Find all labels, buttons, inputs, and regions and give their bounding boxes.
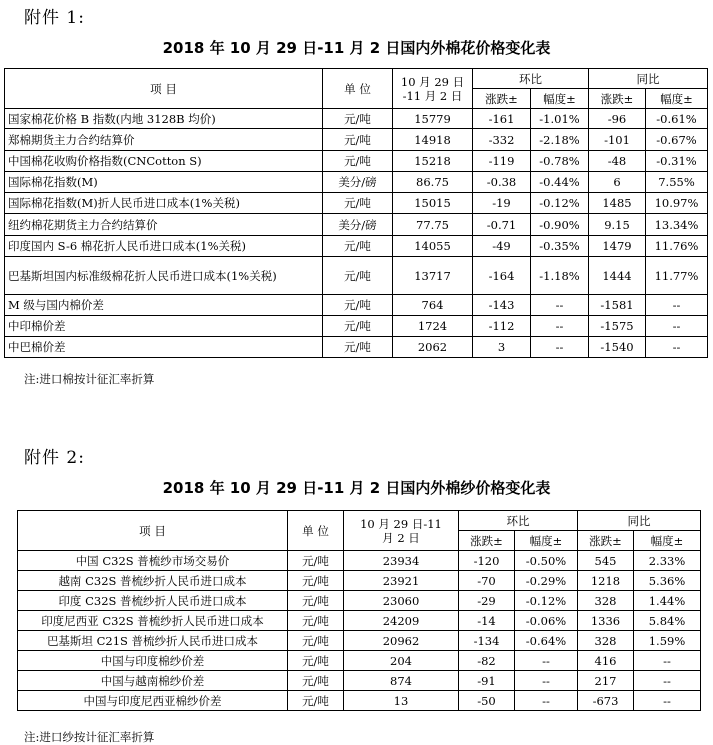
- cell-price: 15218: [393, 151, 473, 172]
- cell-price: 13717: [393, 257, 473, 295]
- cell-yoy-rate: 11.76%: [646, 236, 708, 257]
- table-row: [5, 257, 708, 295]
- cell-yoy-change: 328: [578, 631, 634, 651]
- cell-unit: 元/吨: [323, 337, 393, 358]
- cell-mom-rate: -0.29%: [515, 571, 578, 591]
- table-row: [18, 631, 701, 651]
- cell-yoy-rate: 2.33%: [634, 551, 701, 571]
- table-row: [5, 295, 708, 316]
- cell-price: 14918: [393, 129, 473, 151]
- cell-yoy-change: 217: [578, 671, 634, 691]
- cell-mom-rate: -0.35%: [531, 236, 589, 257]
- cell-item: 中国棉花收购价格指数(CNCotton S): [5, 151, 323, 172]
- cell-mom-change: -0.71: [473, 214, 531, 236]
- cell-yoy-change: 545: [578, 551, 634, 571]
- table-row: [18, 651, 701, 671]
- cell-price: 15779: [393, 109, 473, 129]
- cell-yoy-rate: 5.84%: [634, 611, 701, 631]
- cell-yoy-rate: 1.59%: [634, 631, 701, 651]
- attachment-1-label: 附件 1:: [24, 8, 85, 28]
- cell-price: 13: [344, 691, 459, 711]
- cell-unit: 元/吨: [288, 571, 344, 591]
- cell-yoy-rate: 13.34%: [646, 214, 708, 236]
- cell-yoy-rate: --: [646, 316, 708, 337]
- yarn-price-table: [17, 510, 701, 711]
- cell-yoy-change: 1444: [589, 257, 646, 295]
- cell-mom-rate: --: [531, 316, 589, 337]
- cell-price: 2062: [393, 337, 473, 358]
- cell-yoy-rate: -0.61%: [646, 109, 708, 129]
- cell-yoy-change: 1336: [578, 611, 634, 631]
- attachment-2-label: 附件 2:: [24, 448, 85, 468]
- cell-unit: 美分/磅: [323, 172, 393, 193]
- cell-mom-rate: -0.12%: [531, 193, 589, 214]
- cotton-table-title: 2018 年 10 月 29 日-11 月 2 日国内外棉花价格变化表: [162, 39, 551, 57]
- cell-mom-rate: -0.78%: [531, 151, 589, 172]
- table-row: [18, 551, 701, 571]
- cell-mom-change: -112: [473, 316, 531, 337]
- cell-yoy-change: 6: [589, 172, 646, 193]
- cell-yoy-change: -673: [578, 691, 634, 711]
- header-mom-change: 涨跌±: [473, 89, 531, 109]
- cell-item: 中国与越南棉纱价差: [18, 671, 288, 691]
- cell-item: 国际棉花指数(M)折人民币进口成本(1%关税): [5, 193, 323, 214]
- cell-mom-change: -50: [459, 691, 515, 711]
- cell-yoy-change: -1575: [589, 316, 646, 337]
- cell-yoy-change: 1485: [589, 193, 646, 214]
- cell-unit: 元/吨: [288, 651, 344, 671]
- cotton-price-table: [4, 68, 708, 358]
- cell-mom-change: -161: [473, 109, 531, 129]
- cell-yoy-rate: 7.55%: [646, 172, 708, 193]
- cell-item: 中国与印度棉纱价差: [18, 651, 288, 671]
- cell-unit: 元/吨: [288, 591, 344, 611]
- yarn-table-note: 注:进口纱按计征汇率折算: [24, 730, 155, 744]
- cell-yoy-change: 1218: [578, 571, 634, 591]
- table-row: [18, 671, 701, 691]
- table-row: [5, 316, 708, 337]
- cell-item: 巴基斯坦 C21S 普梳纱折人民币进口成本: [18, 631, 288, 651]
- cell-item: 国际棉花指数(M): [5, 172, 323, 193]
- cell-yoy-change: 416: [578, 651, 634, 671]
- cell-unit: 元/吨: [288, 551, 344, 571]
- cell-mom-change: -82: [459, 651, 515, 671]
- cell-item: 巴基斯坦国内标准级棉花折人民币进口成本(1%关税): [5, 257, 323, 295]
- header-period: [344, 511, 459, 551]
- cell-yoy-change: -1540: [589, 337, 646, 358]
- cell-yoy-rate: 10.97%: [646, 193, 708, 214]
- cell-price: 77.75: [393, 214, 473, 236]
- cell-unit: 元/吨: [288, 631, 344, 651]
- cell-item: 中国 C32S 普梳纱市场交易价: [18, 551, 288, 571]
- header-mom-rate: 幅度±: [531, 89, 589, 109]
- cell-unit: 元/吨: [323, 316, 393, 337]
- cell-yoy-change: 328: [578, 591, 634, 611]
- cell-mom-change: -143: [473, 295, 531, 316]
- header-yoy-rate: 幅度±: [634, 531, 701, 551]
- cell-item: 越南 C32S 普梳纱折人民币进口成本: [18, 571, 288, 591]
- cell-mom-change: -164: [473, 257, 531, 295]
- cell-yoy-change: 9.15: [589, 214, 646, 236]
- table-row: [18, 691, 701, 711]
- cell-yoy-change: -96: [589, 109, 646, 129]
- header-yoy: 同比: [578, 511, 701, 531]
- header-unit: 单 位: [288, 511, 344, 551]
- cell-mom-change: -19: [473, 193, 531, 214]
- cell-price: 204: [344, 651, 459, 671]
- cell-mom-rate: -0.64%: [515, 631, 578, 651]
- cell-mom-change: -120: [459, 551, 515, 571]
- cell-mom-rate: --: [515, 691, 578, 711]
- cell-item: 中国与印度尼西亚棉纱价差: [18, 691, 288, 711]
- cell-unit: 元/吨: [323, 257, 393, 295]
- cell-yoy-rate: 1.44%: [634, 591, 701, 611]
- cell-price: 23934: [344, 551, 459, 571]
- cell-item: 国家棉花价格 B 指数(内地 3128B 均价): [5, 109, 323, 129]
- cell-mom-rate: -0.50%: [515, 551, 578, 571]
- header-mom: 环比: [473, 69, 589, 89]
- cell-mom-change: -14: [459, 611, 515, 631]
- cell-unit: 元/吨: [323, 129, 393, 151]
- cell-yoy-change: -1581: [589, 295, 646, 316]
- table-row: [5, 193, 708, 214]
- table-row: [5, 151, 708, 172]
- cell-yoy-change: 1479: [589, 236, 646, 257]
- cell-price: 23060: [344, 591, 459, 611]
- cell-yoy-rate: --: [634, 651, 701, 671]
- cell-yoy-rate: -0.67%: [646, 129, 708, 151]
- cell-mom-rate: -1.01%: [531, 109, 589, 129]
- cell-item: 郑棉期货主力合约结算价: [5, 129, 323, 151]
- table-row: [18, 571, 701, 591]
- cell-unit: 元/吨: [323, 236, 393, 257]
- cell-price: 86.75: [393, 172, 473, 193]
- cell-item: 中巴棉价差: [5, 337, 323, 358]
- table-row: [5, 214, 708, 236]
- header-unit: 单 位: [323, 69, 393, 109]
- cell-yoy-rate: 5.36%: [634, 571, 701, 591]
- cell-unit: 元/吨: [323, 295, 393, 316]
- table-row: [18, 611, 701, 631]
- cell-mom-change: 3: [473, 337, 531, 358]
- header-mom: 环比: [459, 511, 578, 531]
- cell-mom-rate: -2.18%: [531, 129, 589, 151]
- cell-price: 23921: [344, 571, 459, 591]
- cell-price: 20962: [344, 631, 459, 651]
- cell-unit: 元/吨: [288, 611, 344, 631]
- cell-mom-rate: -0.44%: [531, 172, 589, 193]
- cell-unit: 美分/磅: [323, 214, 393, 236]
- cell-yoy-rate: -0.31%: [646, 151, 708, 172]
- cell-item: M 级与国内棉价差: [5, 295, 323, 316]
- cell-unit: 元/吨: [323, 151, 393, 172]
- cell-mom-rate: -0.06%: [515, 611, 578, 631]
- cell-item: 纽约棉花期货主力合约结算价: [5, 214, 323, 236]
- cell-yoy-change: -48: [589, 151, 646, 172]
- table-row: [5, 109, 708, 129]
- header-yoy-rate: 幅度±: [646, 89, 708, 109]
- cell-unit: 元/吨: [323, 193, 393, 214]
- cotton-table-note: 注:进口棉按计征汇率折算: [24, 372, 155, 386]
- cell-yoy-rate: --: [646, 337, 708, 358]
- cell-item: 印度 C32S 普梳纱折人民币进口成本: [18, 591, 288, 611]
- cell-mom-rate: --: [515, 651, 578, 671]
- cell-yoy-rate: 11.77%: [646, 257, 708, 295]
- cell-mom-change: -49: [473, 236, 531, 257]
- table-row: [5, 236, 708, 257]
- cell-unit: 元/吨: [288, 691, 344, 711]
- cell-yoy-change: -101: [589, 129, 646, 151]
- cell-yoy-rate: --: [634, 671, 701, 691]
- cell-mom-rate: -0.90%: [531, 214, 589, 236]
- table-row: [5, 337, 708, 358]
- header-period-line2: 月 2 日: [382, 530, 420, 545]
- yarn-table-title: 2018 年 10 月 29 日-11 月 2 日国内外棉纱价格变化表: [162, 479, 551, 497]
- cell-mom-change: -91: [459, 671, 515, 691]
- cell-price: 1724: [393, 316, 473, 337]
- cell-mom-rate: -1.18%: [531, 257, 589, 295]
- cell-mom-change: -119: [473, 151, 531, 172]
- cell-yoy-rate: --: [634, 691, 701, 711]
- header-period: [393, 69, 473, 109]
- cell-mom-rate: --: [515, 671, 578, 691]
- cell-item: 印度尼西亚 C32S 普梳纱折人民币进口成本: [18, 611, 288, 631]
- cell-price: 24209: [344, 611, 459, 631]
- cell-mom-rate: --: [531, 337, 589, 358]
- table-row: [5, 129, 708, 151]
- cell-mom-change: -70: [459, 571, 515, 591]
- header-item: 项 目: [18, 511, 288, 551]
- cell-item: 印度国内 S-6 棉花折人民币进口成本(1%关税): [5, 236, 323, 257]
- header-period-line2: -11 月 2 日: [402, 88, 463, 103]
- cell-mom-rate: --: [531, 295, 589, 316]
- cell-price: 14055: [393, 236, 473, 257]
- cell-yoy-rate: --: [646, 295, 708, 316]
- cell-price: 874: [344, 671, 459, 691]
- cell-mom-change: -134: [459, 631, 515, 651]
- table-row: [18, 591, 701, 611]
- cell-price: 764: [393, 295, 473, 316]
- cell-mom-change: -332: [473, 129, 531, 151]
- header-period-line1: 10 月 29 日: [400, 74, 465, 89]
- header-mom-change: 涨跌±: [459, 531, 515, 551]
- cell-item: 中印棉价差: [5, 316, 323, 337]
- header-period-line1: 10 月 29 日-11: [360, 516, 442, 531]
- header-yoy-change: 涨跌±: [589, 89, 646, 109]
- header-mom-rate: 幅度±: [515, 531, 578, 551]
- cell-unit: 元/吨: [323, 109, 393, 129]
- header-yoy-change: 涨跌±: [578, 531, 634, 551]
- cell-mom-change: -0.38: [473, 172, 531, 193]
- header-item: 项 目: [5, 69, 323, 109]
- header-yoy: 同比: [589, 69, 708, 89]
- cell-price: 15015: [393, 193, 473, 214]
- cell-mom-change: -29: [459, 591, 515, 611]
- table-row: [5, 172, 708, 193]
- cell-mom-rate: -0.12%: [515, 591, 578, 611]
- cell-unit: 元/吨: [288, 671, 344, 691]
